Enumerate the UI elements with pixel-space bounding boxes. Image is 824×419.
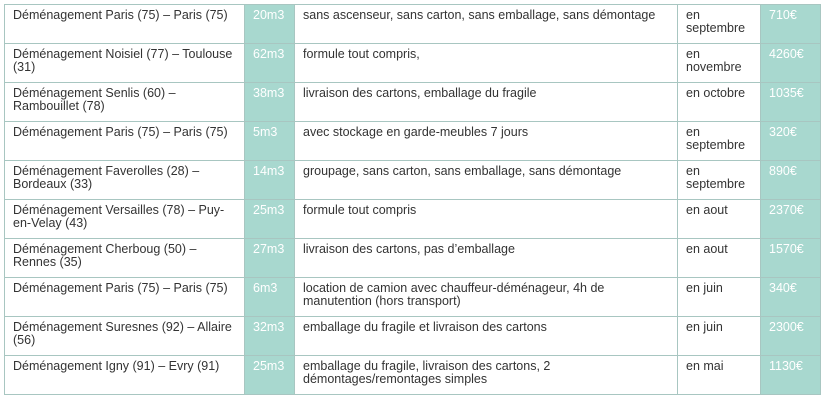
- route-cell: Déménagement Suresnes (92) – Allaire (56): [5, 317, 245, 356]
- month-cell: en septembre: [678, 122, 761, 161]
- details-cell: emballage du fragile et livraison des cartons: [295, 317, 678, 356]
- month-cell: en septembre: [678, 161, 761, 200]
- table-row: [5, 200, 821, 239]
- month-cell: en aout: [678, 200, 761, 239]
- route-cell: Déménagement Paris (75) – Paris (75): [5, 5, 245, 44]
- table-row: [5, 44, 821, 83]
- volume-cell: 25m3: [245, 200, 295, 239]
- month-cell: en aout: [678, 239, 761, 278]
- volume-cell: 27m3: [245, 239, 295, 278]
- volume-cell: 25m3: [245, 356, 295, 395]
- details-cell: emballage du fragile, livraison des cartons, 2 démontages/remontages simples: [295, 356, 678, 395]
- month-cell: en octobre: [678, 83, 761, 122]
- price-cell: 1130€: [761, 356, 821, 395]
- route-cell: Déménagement Cherboug (50) – Rennes (35): [5, 239, 245, 278]
- table-row: [5, 161, 821, 200]
- details-cell: livraison des cartons, pas d’emballage: [295, 239, 678, 278]
- month-cell: en juin: [678, 278, 761, 317]
- details-cell: livraison des cartons, emballage du fragile: [295, 83, 678, 122]
- moving-quotes-table: [4, 4, 821, 395]
- details-cell: location de camion avec chauffeur-déménageur, 4h de manutention (hors transport): [295, 278, 678, 317]
- price-cell: 340€: [761, 278, 821, 317]
- table-row: [5, 83, 821, 122]
- price-cell: 320€: [761, 122, 821, 161]
- route-cell: Déménagement Versailles (78) – Puy-en-Velay (43): [5, 200, 245, 239]
- volume-cell: 62m3: [245, 44, 295, 83]
- details-cell: formule tout compris,: [295, 44, 678, 83]
- volume-cell: 14m3: [245, 161, 295, 200]
- volume-cell: 5m3: [245, 122, 295, 161]
- price-cell: 890€: [761, 161, 821, 200]
- route-cell: Déménagement Paris (75) – Paris (75): [5, 122, 245, 161]
- price-cell: 2300€: [761, 317, 821, 356]
- price-cell: 710€: [761, 5, 821, 44]
- price-cell: 2370€: [761, 200, 821, 239]
- details-cell: sans ascenseur, sans carton, sans emballage, sans démontage: [295, 5, 678, 44]
- month-cell: en juin: [678, 317, 761, 356]
- price-cell: 1035€: [761, 83, 821, 122]
- details-cell: groupage, sans carton, sans emballage, sans démontage: [295, 161, 678, 200]
- route-cell: Déménagement Faverolles (28) – Bordeaux (33): [5, 161, 245, 200]
- volume-cell: 20m3: [245, 5, 295, 44]
- month-cell: en novembre: [678, 44, 761, 83]
- month-cell: en septembre: [678, 5, 761, 44]
- route-cell: Déménagement Igny (91) – Evry (91): [5, 356, 245, 395]
- details-cell: formule tout compris: [295, 200, 678, 239]
- volume-cell: 6m3: [245, 278, 295, 317]
- table-row: [5, 317, 821, 356]
- details-cell: avec stockage en garde-meubles 7 jours: [295, 122, 678, 161]
- route-cell: Déménagement Paris (75) – Paris (75): [5, 278, 245, 317]
- volume-cell: 38m3: [245, 83, 295, 122]
- route-cell: Déménagement Senlis (60) – Rambouillet (78): [5, 83, 245, 122]
- table-row: [5, 122, 821, 161]
- table-row: [5, 278, 821, 317]
- price-cell: 1570€: [761, 239, 821, 278]
- table-row: [5, 239, 821, 278]
- route-cell: Déménagement Noisiel (77) – Toulouse (31): [5, 44, 245, 83]
- table-row: [5, 5, 821, 44]
- month-cell: en mai: [678, 356, 761, 395]
- price-cell: 4260€: [761, 44, 821, 83]
- volume-cell: 32m3: [245, 317, 295, 356]
- table-row: [5, 356, 821, 395]
